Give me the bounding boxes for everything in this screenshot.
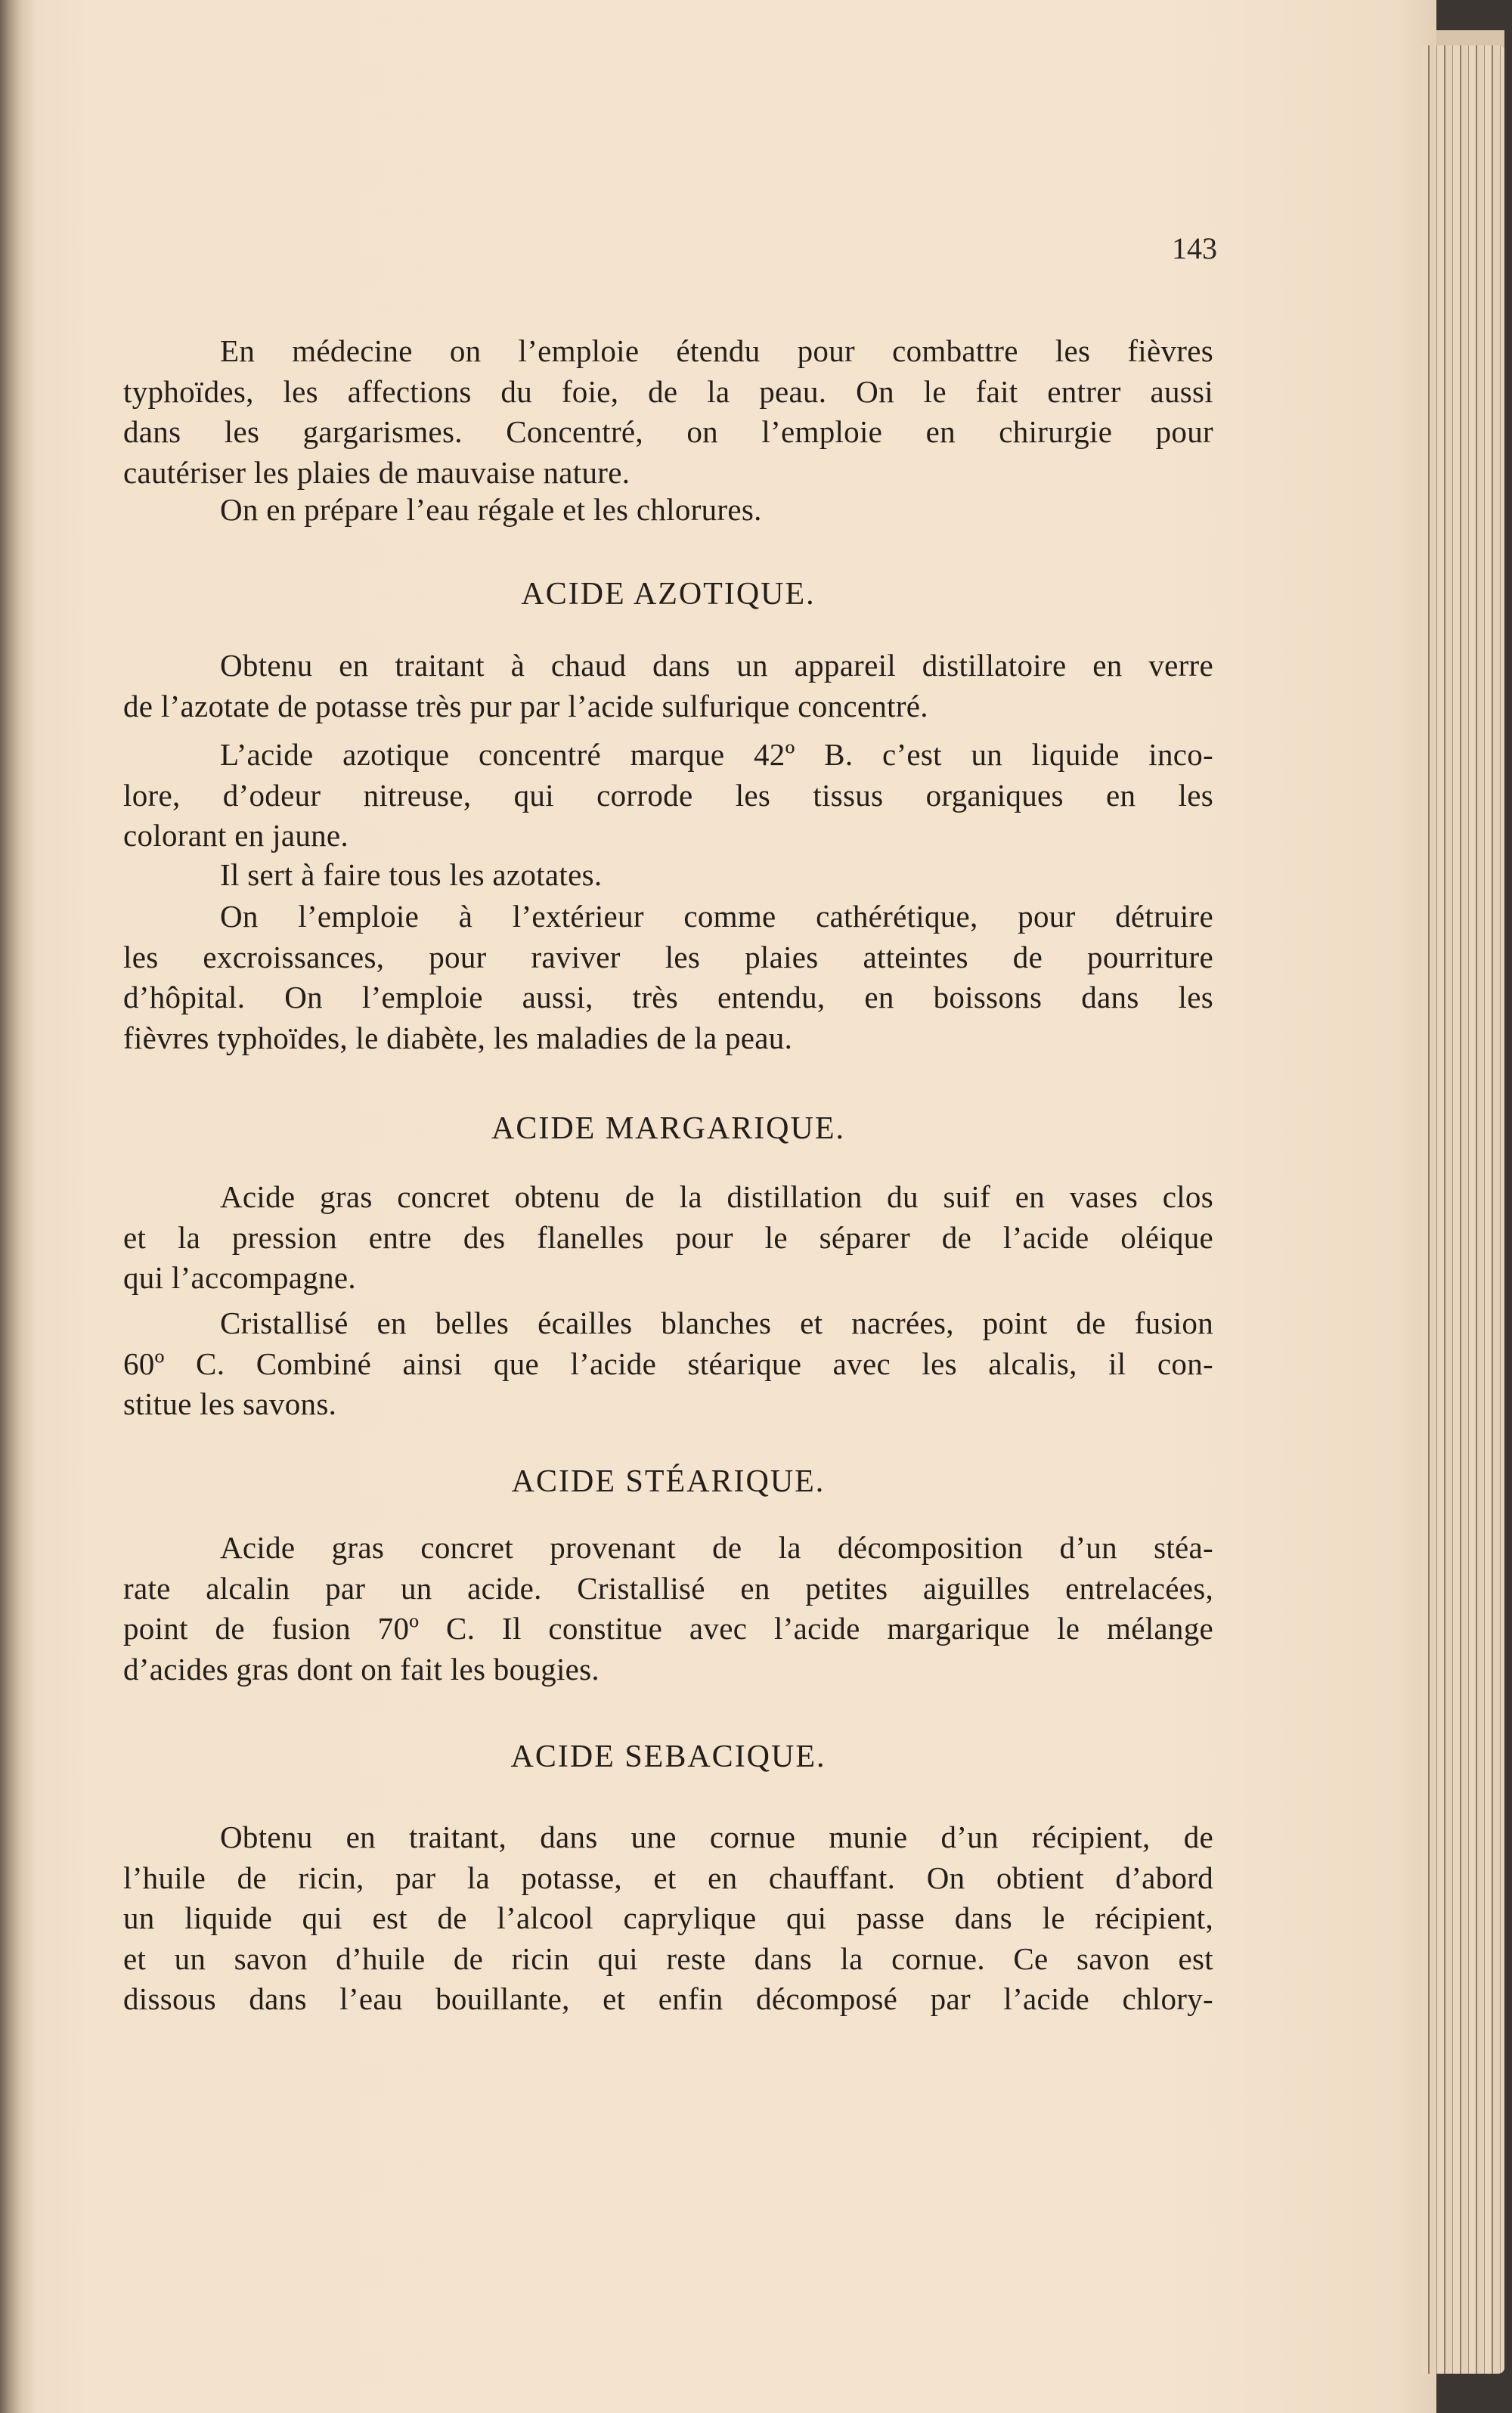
section-heading: ACIDE MARGARIQUE. [491,1111,845,1146]
paragraph-line: point de fusion 70º C. Il constitue avec l’acide margarique le mélange [123,1611,1213,1646]
paragraph-line: d’hôpital. On l’emploie aussi, très entendu, en boissons dans les [123,980,1213,1014]
paragraph-line: L’acide azotique concentré marque 42º B. c’est un liquide inco- [220,737,1213,772]
paragraph-line: On l’emploie à l’extérieur comme cathérétique, pour détruire [220,899,1213,934]
paragraph-line: stitue les savons. [123,1386,337,1421]
paragraph-line: Obtenu en traitant, dans une cornue munie d’un récipient, de [220,1820,1213,1854]
paragraph-line: un liquide qui est de l’alcool caprylique qui passe dans le récipient, [123,1900,1213,1935]
paragraph-line: Acide gras concret obtenu de la distillation du suif en vases clos [220,1179,1213,1214]
paragraph-line: 60º C. Combiné ainsi que l’acide stéarique avec les alcalis, il con- [123,1346,1213,1381]
paragraph-line: dissous dans l’eau bouillante, et enfin décomposé par l’acide chlory- [123,1981,1213,2016]
paragraph-line: On en prépare l’eau régale et les chlorures. [220,492,762,527]
paragraph-line: qui l’accompagne. [123,1260,356,1295]
section-heading: ACIDE SEBACIQUE. [510,1739,826,1774]
section-heading: ACIDE AZOTIQUE. [521,577,816,612]
section-heading: ACIDE STÉARIQUE. [511,1464,826,1499]
paragraph-line: colorant en jaune. [123,818,349,853]
paragraph-line: et un savon d’huile de ricin qui reste dans la cornue. Ce savon est [123,1941,1213,1976]
paragraph-line: Il sert à faire tous les azotates. [220,857,603,892]
page-number: 143 [1172,231,1217,265]
paragraph-line: Cristallisé en belles écailles blanches et nacrées, point de fusion [220,1306,1213,1340]
paragraph-line: En médecine on l’emploie étendu pour combattre les fièvres [220,333,1213,368]
page-edges-stack [1421,45,1504,2374]
paragraph-line: cautériser les plaies de mauvaise nature. [123,454,631,490]
paragraph-line: fièvres typhoïdes, le diabète, les maladies de la peau. [123,1020,793,1055]
paragraph-line: lore, d’odeur nitreuse, qui corrode les tissus organiques en les [123,777,1213,813]
paragraph-line: typhoïdes, les affections du foie, de la peau. On le fait entrer aussi [123,373,1213,409]
paragraph-line: les excroissances, pour raviver les plaies atteintes de pourriture [123,939,1213,974]
paragraph-line: l’huile de ricin, par la potasse, et en chauffant. On obtient d’abord [123,1860,1213,1895]
paragraph-line: rate alcalin par un acide. Cristallisé en petites aiguilles entrelacées, [123,1570,1213,1606]
paragraph-line: de l’azotate de potasse très pur par l’acide sulfurique concentré. [123,688,928,723]
paragraph-line: d’acides gras dont on fait les bougies. [123,1651,600,1687]
paragraph-line: dans les gargarismes. Concentré, on l’emploie en chirurgie pour [123,414,1213,449]
paragraph-line: Obtenu en traitant à chaud dans un appareil distillatoire en verre [220,648,1213,683]
paragraph-line: et la pression entre des flanelles pour le séparer de l’acide oléique [123,1219,1213,1255]
paragraph-line: Acide gras concret provenant de la décomposition d’un stéa- [220,1530,1213,1565]
